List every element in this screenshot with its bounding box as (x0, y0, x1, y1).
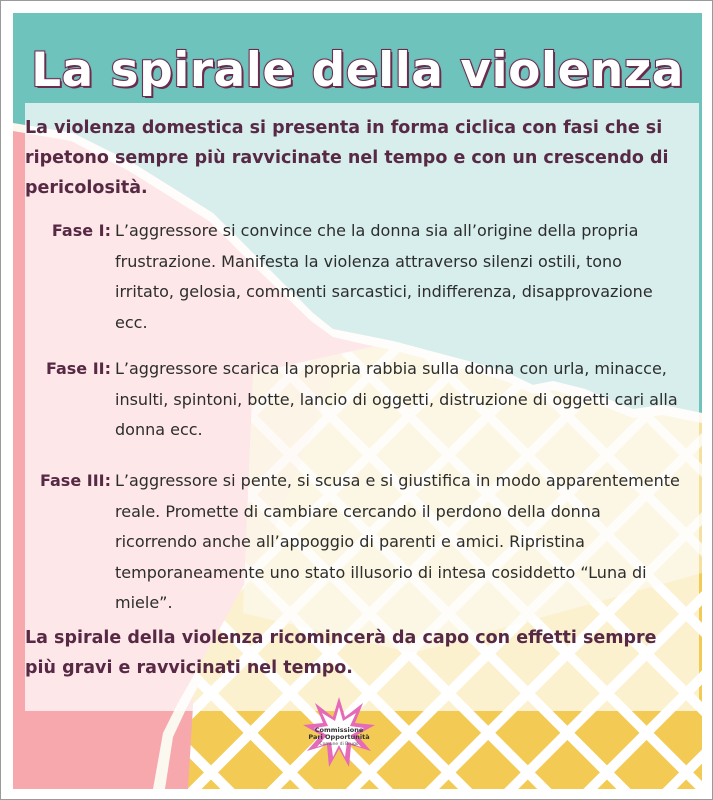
logo-subtext: Comune di Brugo (319, 742, 359, 747)
logo-line: Commissione (314, 726, 364, 734)
logo-text (301, 727, 377, 741)
phase-description: L’aggressore scarica la propria rabbia sulla donna con urla, minacce, insulti, spintoni, botte, lancio di oggetti, distruzione di oggetti cari alla donna ecc. (115, 359, 678, 439)
phase-label: Fase I: (51, 221, 111, 240)
phase-label: Fase III: (40, 471, 111, 490)
phase-description: L’aggressore si convince che la donna sia all’origine della propria frustrazione. Manifesta la violenza attraverso silenzi ostili, tono irritato, gelosia, commenti sarcastici, indifferenza, disapprovazione ecc. (115, 221, 653, 332)
logo-line: Pari Opportunità (308, 733, 370, 741)
page-title: La spirale della violenza (31, 43, 684, 98)
phase-description: L’aggressore si pente, si scusa e si giustifica in modo apparentemente reale. Promette di cambiare cercando il perdono della donna ricorrendo anche all’appoggio di parenti e amici. Ripristina temporaneamente uno stato illusorio di intesa cosiddetto “Luna di miele”. (115, 471, 680, 612)
outro-paragraph: La spirale della violenza ricomincerà da capo con effetti sempre più gravi e ravvicinati nel tempo. (25, 628, 657, 678)
phase-label: Fase II: (45, 359, 111, 378)
intro-paragraph: La violenza domestica si presenta in forma ciclica con fasi che si ripetono sempre più ravvicinate nel tempo e con un crescendo di pericolosità. (25, 118, 669, 198)
